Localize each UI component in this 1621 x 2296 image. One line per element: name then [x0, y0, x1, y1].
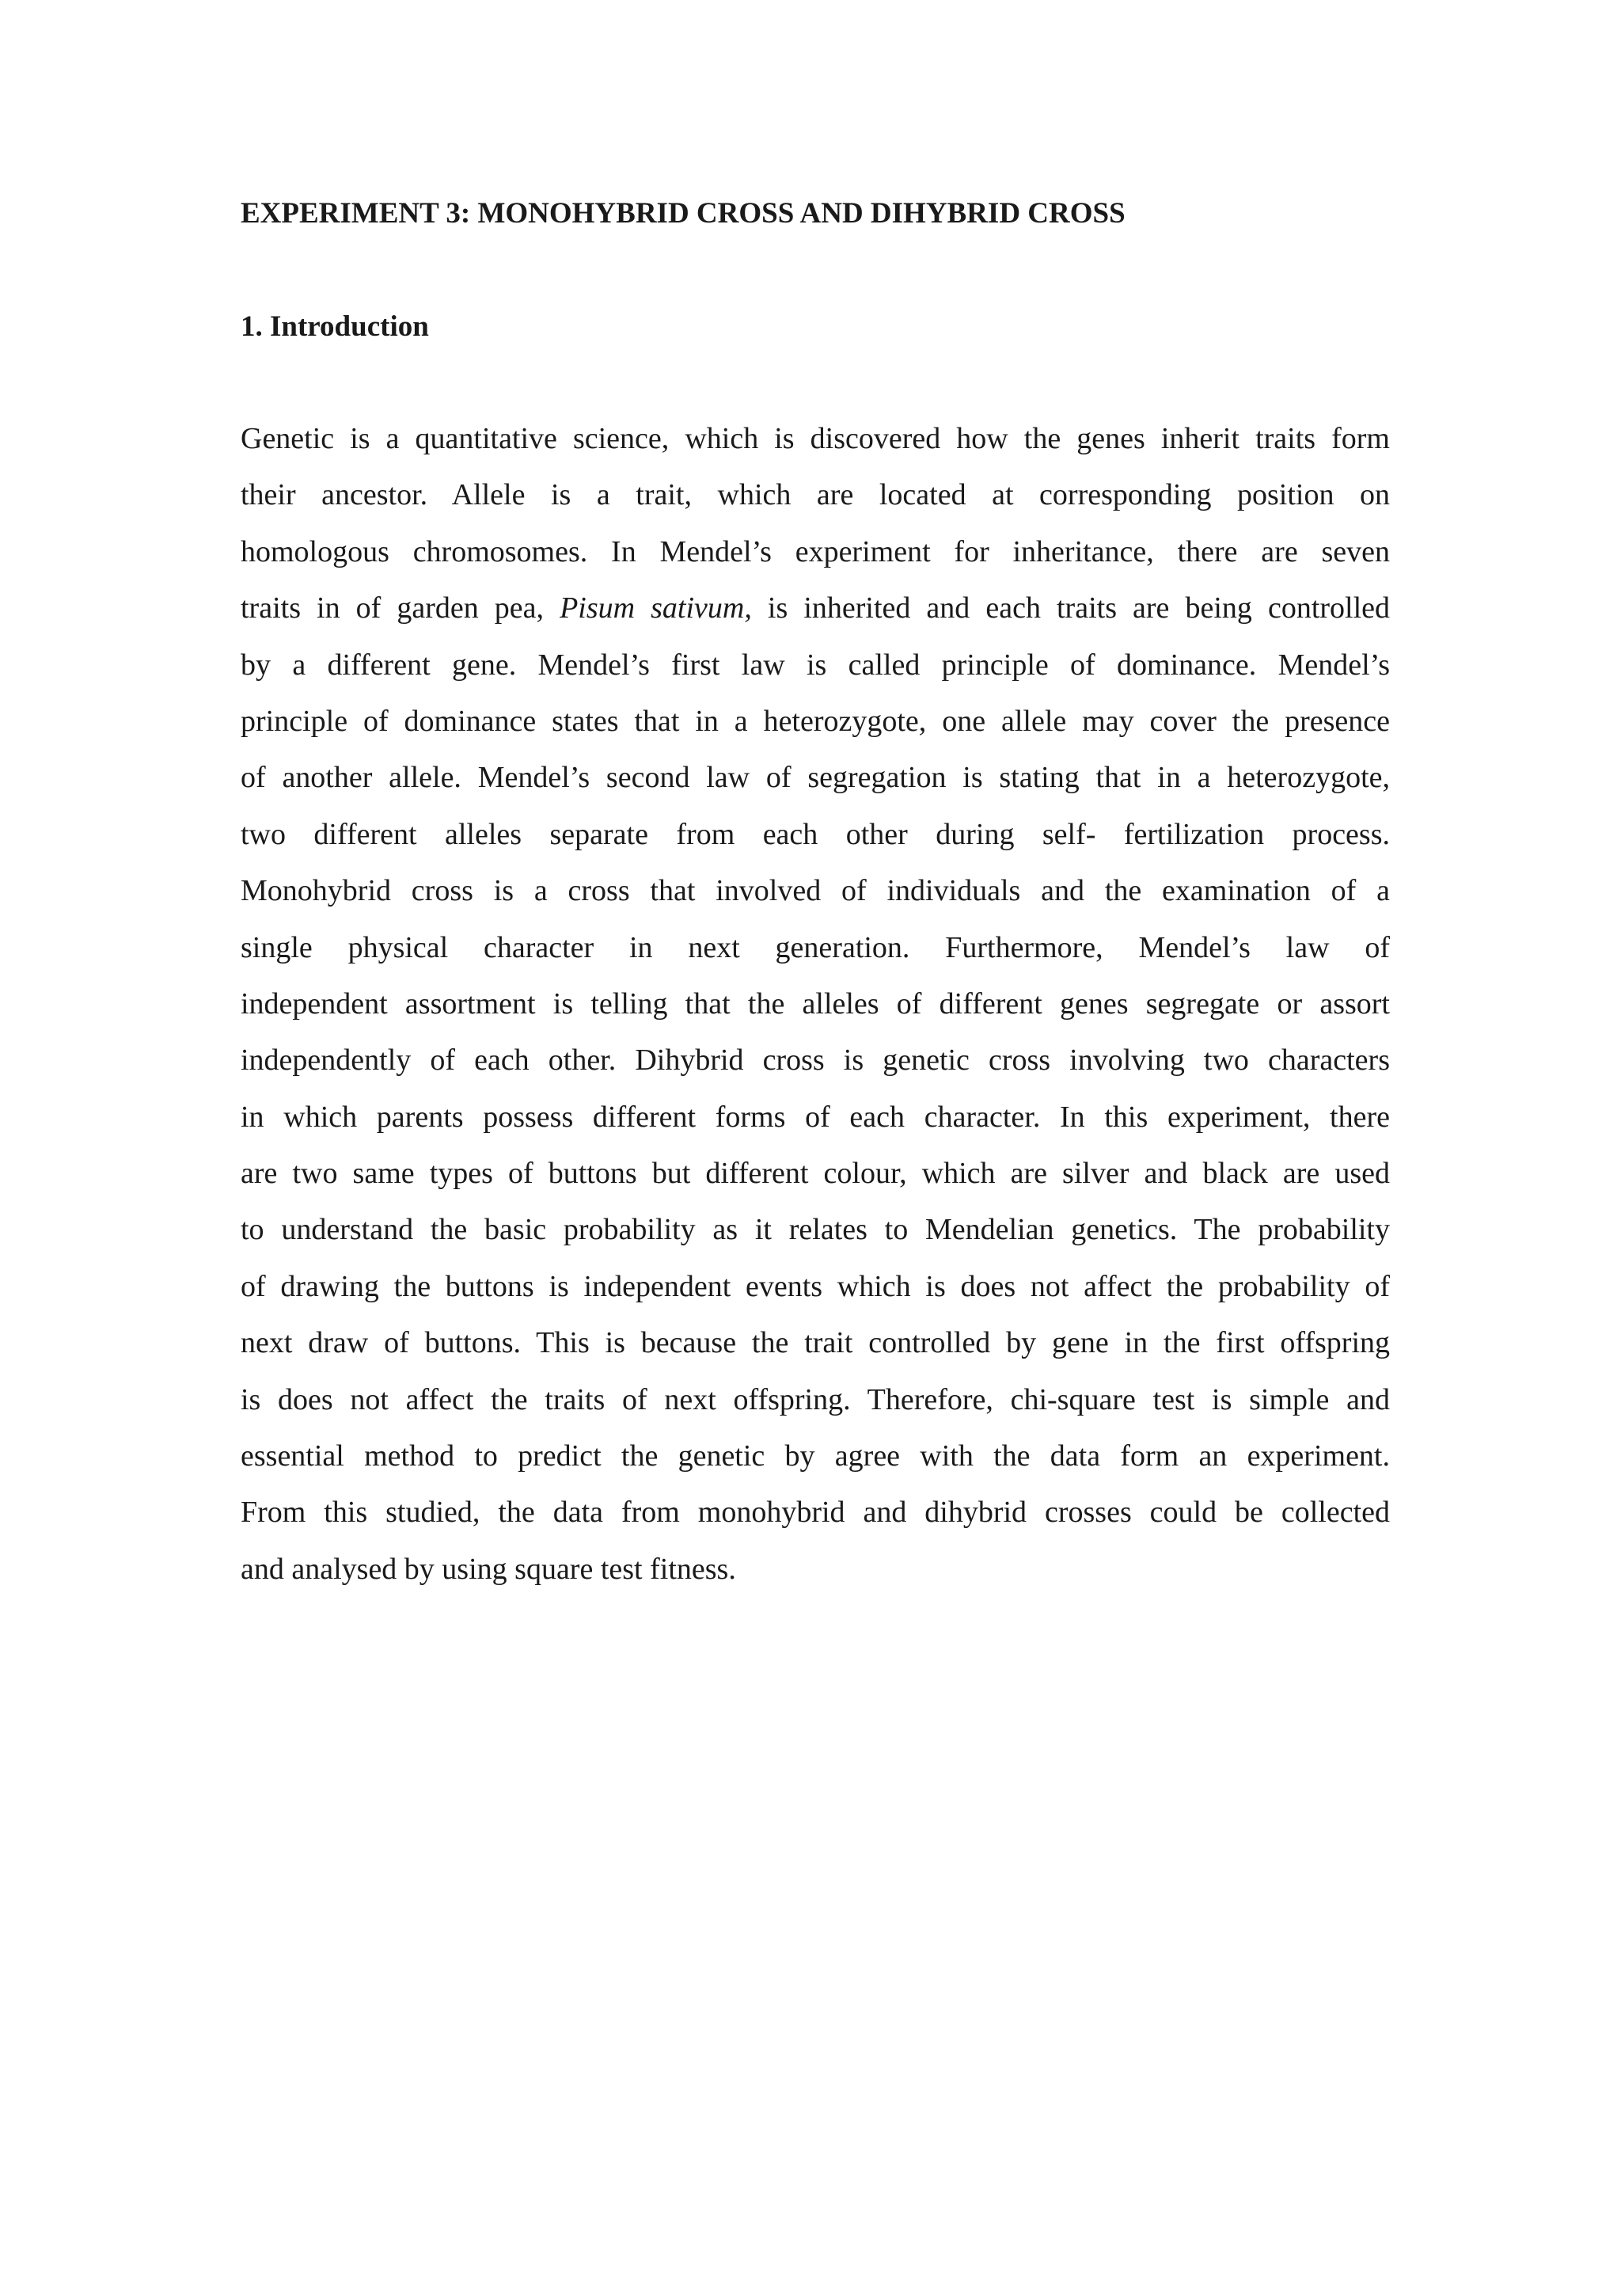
paragraph-line: two different alleles separate from each other during self- fertilization process. [241, 817, 1390, 851]
line-prefix: traits in of garden pea, [241, 591, 545, 625]
page-title: EXPERIMENT 3: MONOHYBRID CROSS AND DIHYBRID CROSS [241, 197, 1126, 230]
paragraph-line: From this studied, the data from monohybrid and dihybrid crosses could be collected [241, 1496, 1390, 1530]
paragraph-line: of drawing the buttons is independent events which is does not affect the probability of [241, 1269, 1390, 1303]
paragraph-line: of another allele. Mendel’s second law of segregation is stating that in a heterozygote, [241, 761, 1390, 795]
paragraph-line: their ancestor. Allele is a trait, which are located at corresponding position on [241, 478, 1390, 512]
paragraph-line: by a different gene. Mendel’s first law is called principle of dominance. Mendel’s [241, 648, 1390, 682]
paragraph-line: principle of dominance states that in a heterozygote, one allele may cover the presence [241, 704, 1390, 738]
paragraph-line: and analysed by using square test fitness. [241, 1552, 736, 1586]
paragraph-line: essential method to predict the genetic by agree with the data form an experiment. [241, 1439, 1390, 1473]
line-suffix: is inherited and each traits are being controlled [767, 591, 1391, 625]
paragraph-line-with-species-name [241, 587, 1390, 644]
paragraph-line: homologous chromosomes. In Mendel’s experiment for inheritance, there are seven [241, 534, 1390, 568]
paragraph-line: in which parents possess different forms of each character. In this experiment, there [241, 1100, 1390, 1134]
introduction-paragraph [241, 418, 1390, 1605]
paragraph-line: independently of each other. Dihybrid cross is genetic cross involving two characters [241, 1043, 1390, 1078]
paragraph-line: is does not affect the traits of next offspring. Therefore, chi-square test is simple and [241, 1382, 1390, 1416]
paragraph-line: single physical character in next generation. Furthermore, Mendel’s law of [241, 930, 1390, 964]
paragraph-line: next draw of buttons. This is because the trait controlled by gene in the first offspring [241, 1326, 1390, 1360]
species-name: Pisum sativum, [560, 591, 752, 625]
paragraph-line: are two same types of buttons but different colour, which are silver and black are used [241, 1157, 1390, 1191]
paragraph-line: to understand the basic probability as it relates to Mendelian genetics. The probability [241, 1213, 1390, 1247]
paragraph-line: Monohybrid cross is a cross that involved of individuals and the examination of a [241, 874, 1390, 908]
paragraph-line: independent assortment is telling that the alleles of different genes segregate or assort [241, 986, 1390, 1021]
section-heading-introduction: 1. Introduction [241, 310, 429, 343]
paragraph-line: Genetic is a quantitative science, which is discovered how the genes inherit traits form [241, 422, 1390, 455]
